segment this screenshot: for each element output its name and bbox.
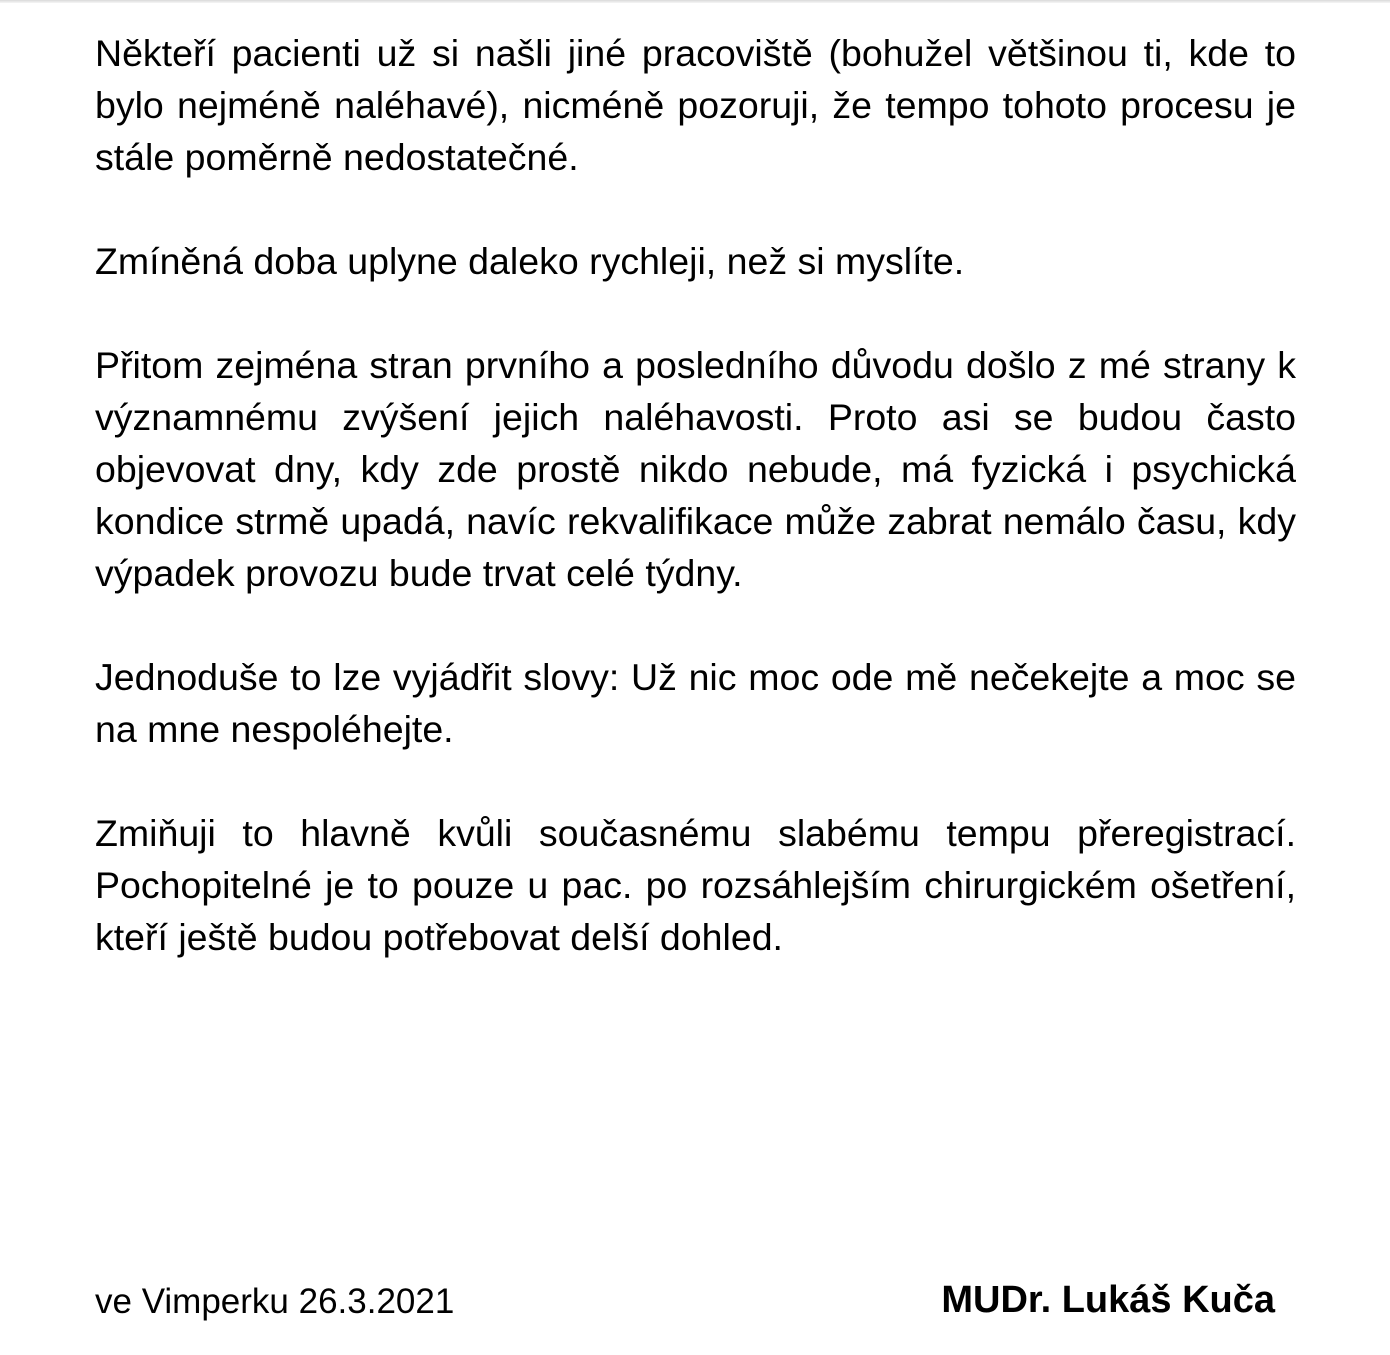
letter-footer: [95, 1280, 1275, 1324]
letter-body: [95, 27, 1296, 1015]
paragraph-2: Zmíněná doba uplyne daleko rychleji, než si myslíte.: [95, 240, 965, 282]
paragraph-3: Přitom zejména stran prvního a posledního důvodu došlo z mé strany k významnému zvýšení jejich naléhavosti. Proto asi se budou často objevovat dny, kdy zde prostě nikdo nebude, má fyzická i psychická kondice strmě upadá, navíc rekvalifikace může zabrat nemálo času, kdy výpadek provozu bude trvat celé týdny.: [95, 344, 1296, 594]
signature-name: MUDr. Lukáš Kuča: [941, 1279, 1275, 1321]
paragraph-4: Jednoduše to lze vyjádřit slovy: Už nic moc ode mě nečekejte a moc se na mne nespoléhejte.: [95, 656, 1296, 750]
place-and-date: ve Vimperku 26.3.2021: [95, 1282, 455, 1321]
page-top-edge: [0, 0, 1390, 3]
paragraph-1: Někteří pacienti už si našli jiné pracoviště (bohužel většinou ti, kde to bylo nejméně naléhavé), nicméně pozoruji, že tempo tohoto procesu je stále poměrně nedostatečné.: [95, 32, 1296, 178]
paragraph-5: Zmiňuji to hlavně kvůli současnému slabému tempu přeregistrací. Pochopitelné je to pouze u pac. po rozsáhlejším chirurgickém ošetření, kteří ještě budou potřebovat delší dohled.: [95, 812, 1296, 958]
